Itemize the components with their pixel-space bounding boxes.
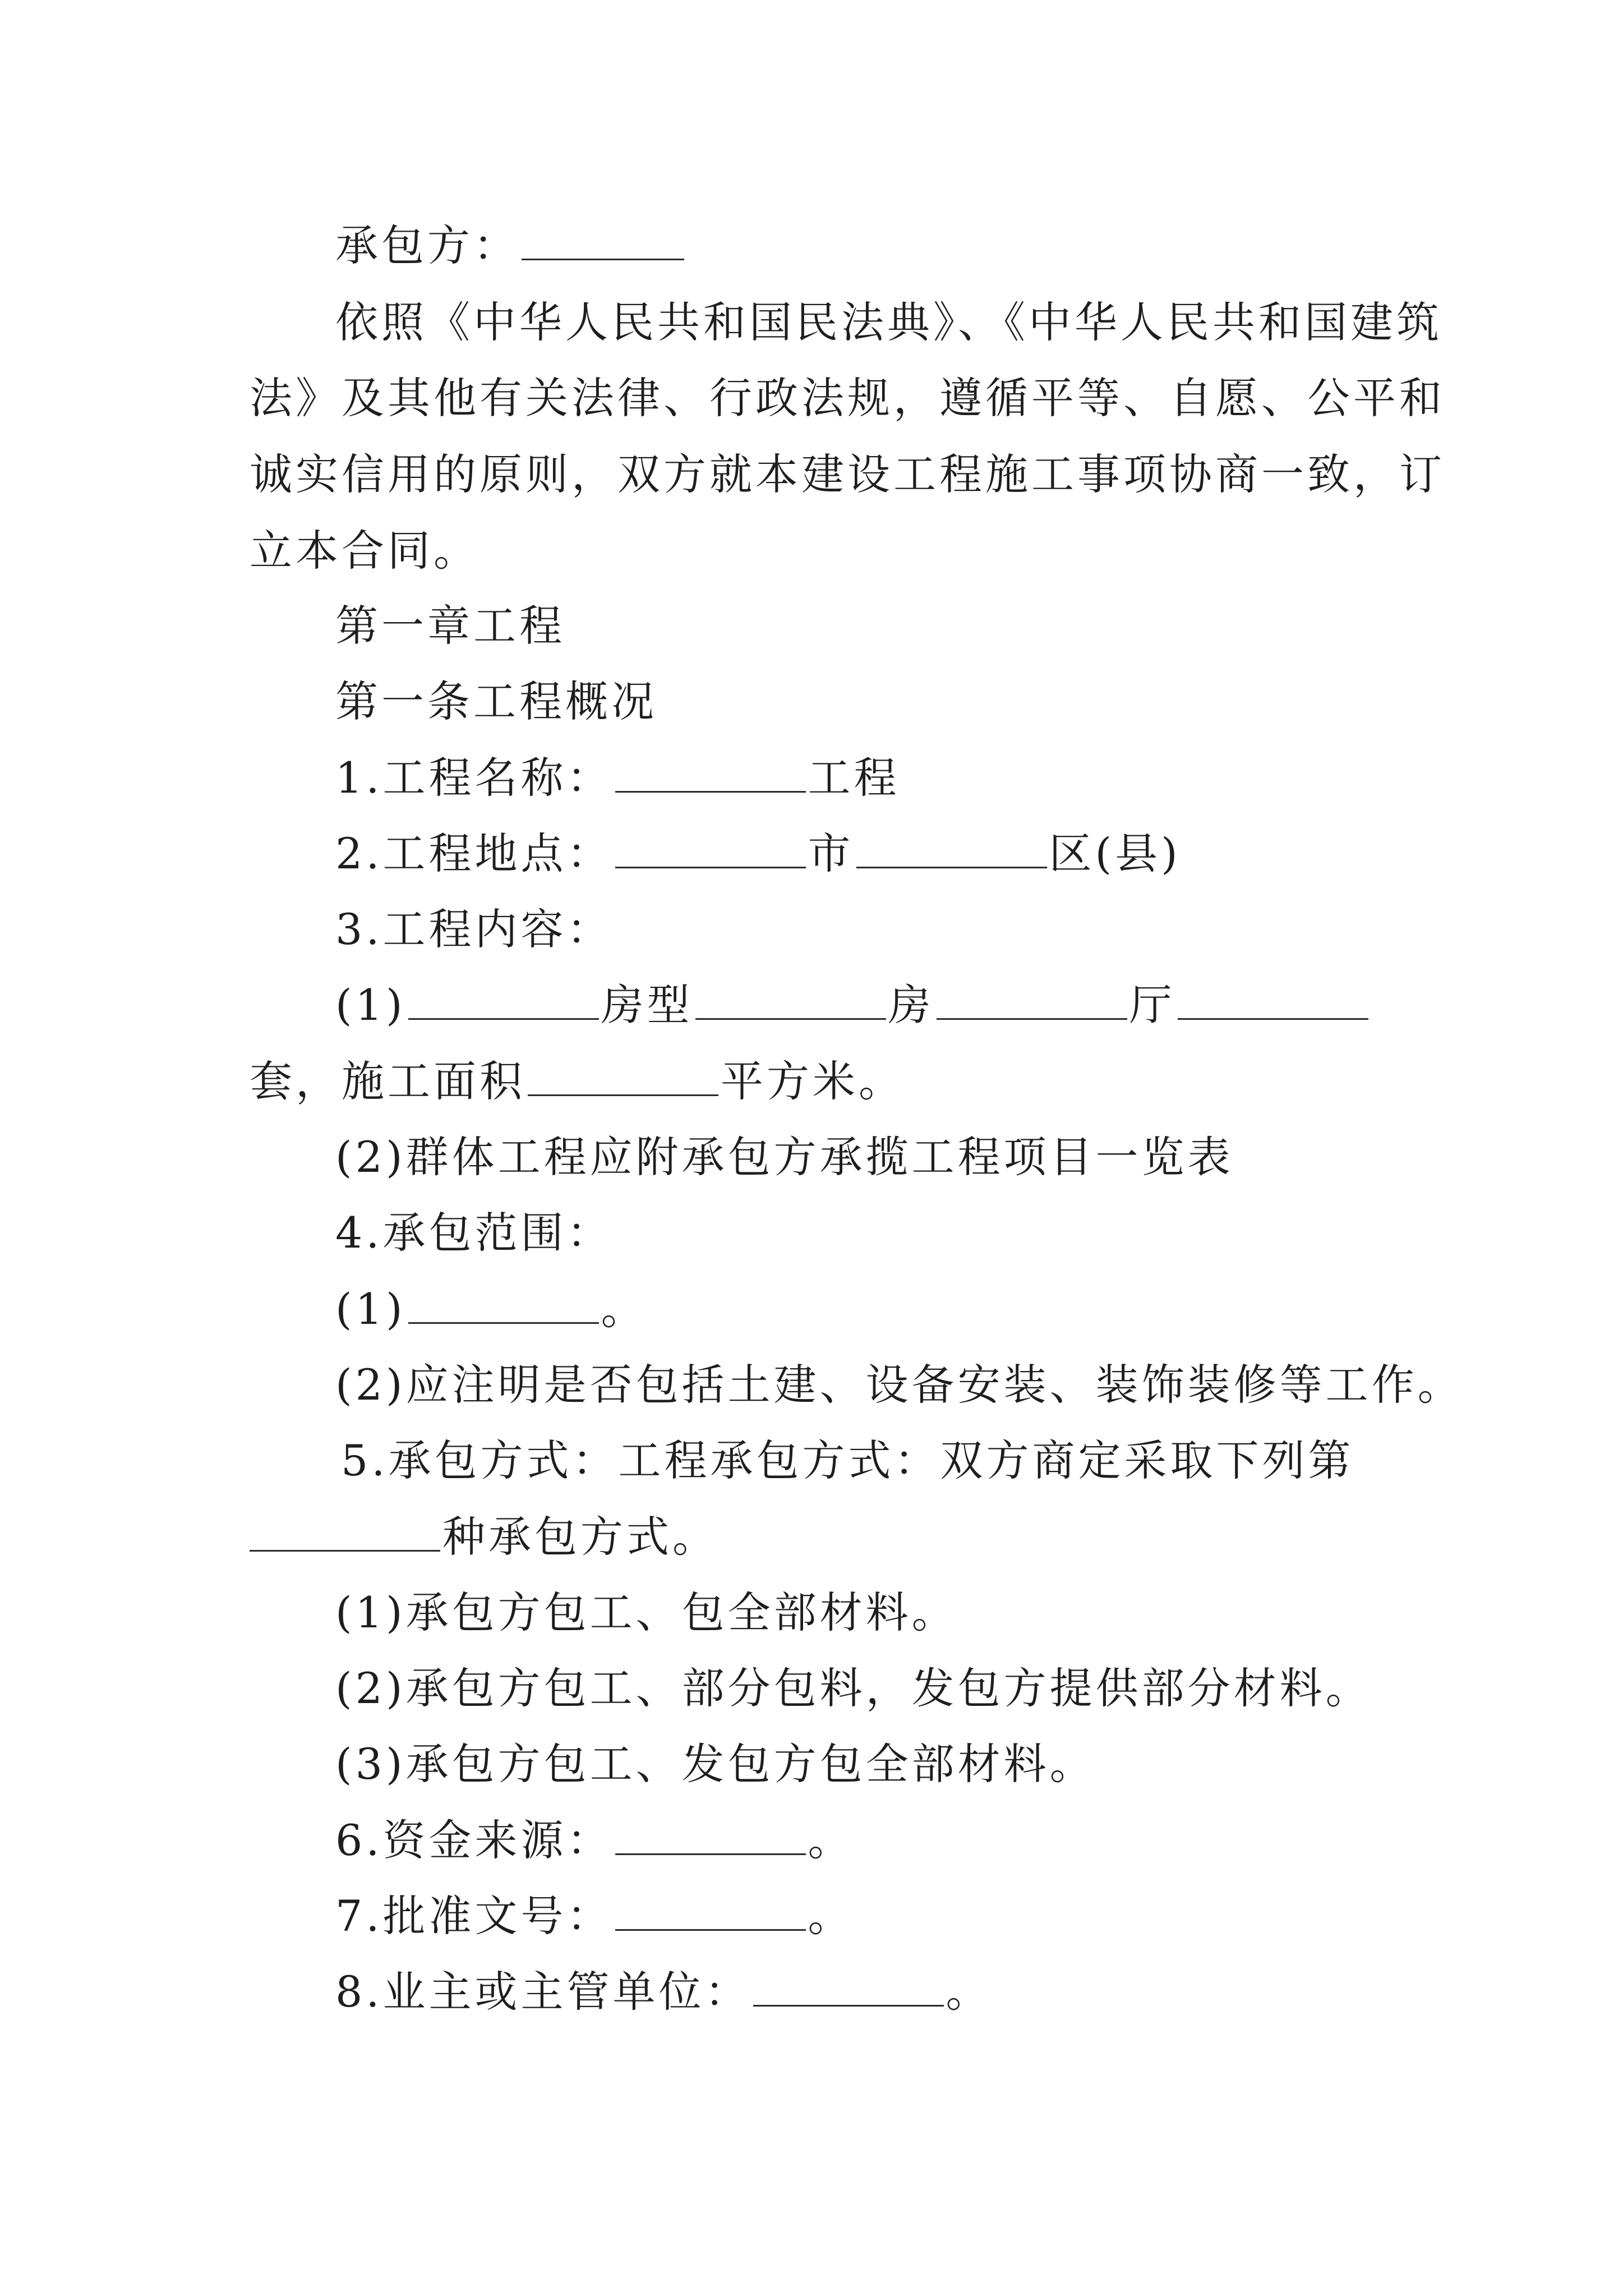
item-6-end: 。: [808, 1815, 854, 1865]
item-5-option-1: (1)承包方包工、包全部材料。: [335, 1588, 958, 1637]
article-heading: 第一条工程概况: [335, 677, 657, 726]
item-8-line: [335, 1967, 992, 2021]
item-3-label: 3.工程内容：: [335, 904, 613, 954]
project-name-blank: [615, 758, 806, 793]
intro-line-2: 法》及其他有关法律、行政法规，遵循平等、自愿、公平和: [250, 373, 1445, 423]
contractor-label: 承包方：: [335, 220, 519, 270]
item-4-1-end: 。: [601, 1284, 647, 1334]
item-3-1b-line: [250, 1056, 905, 1111]
area-blank: [528, 1062, 718, 1096]
item-3-1-line: [335, 980, 1371, 1034]
intro-line-3: 诚实信用的原则，双方就本建设工程施工事项协商一致，订: [250, 449, 1445, 499]
item-5-line-2: [250, 1512, 718, 1566]
item-1-line: [335, 753, 900, 807]
item-5-option-3: (3)承包方包工、发包方包全部材料。: [335, 1739, 1096, 1789]
item-8-label: 8.业主或主管单位：: [335, 1967, 751, 2017]
item-2-line: [335, 829, 1181, 883]
item-4-1-line: [335, 1284, 647, 1338]
method-blank: [250, 1517, 440, 1552]
funding-blank: [615, 1821, 806, 1855]
item-6-label: 6.资金来源：: [335, 1815, 613, 1865]
item-3-1b-unit: 平方米。: [721, 1056, 905, 1106]
contractor-blank: [522, 226, 684, 260]
district-blank: [856, 834, 1047, 868]
room-blank: [695, 986, 886, 1020]
item-7-label: 7.批准文号：: [335, 1891, 613, 1941]
set-blank: [1178, 986, 1368, 1020]
item-3-1-prefix: (1): [335, 980, 406, 1030]
item-7-end: 。: [808, 1891, 854, 1941]
item-3-1-type: 房型: [601, 980, 693, 1030]
item-4-label: 4.承包范围：: [335, 1208, 613, 1258]
approval-blank: [615, 1897, 806, 1931]
scope-blank: [408, 1290, 599, 1324]
city-blank: [615, 834, 806, 868]
item-5-line-2-text: 种承包方式。: [442, 1512, 718, 1562]
intro-line-4: 立本合同。: [250, 526, 479, 576]
item-2-label: 2.工程地点：: [335, 829, 613, 878]
owner-blank: [753, 1972, 944, 2007]
item-3-2-line: (2)群体工程应附承包方承揽工程项目一览表: [335, 1132, 1234, 1182]
intro-line-1: 依照《中华人民共和国民法典》、《中华人民共和国建筑: [335, 297, 1442, 347]
item-1-label: 1.工程名称：: [335, 753, 613, 803]
hall-blank: [937, 986, 1127, 1020]
item-7-line: [335, 1891, 854, 1945]
item-8-end: 。: [946, 1967, 992, 2017]
item-5-line-1: 5.承包方式：工程承包方式：双方商定采取下列第: [341, 1435, 1354, 1485]
item-3-1b-set: 套，施工面积: [250, 1056, 525, 1106]
count-blank: [408, 986, 599, 1020]
item-2-district: 区(县): [1049, 829, 1181, 878]
contractor-line: [335, 220, 686, 275]
item-2-city: 市: [808, 829, 854, 878]
item-4-1-prefix: (1): [335, 1284, 406, 1334]
item-4-2-line: (2)应注明是否包括土建、设备安装、装饰装修等工作。: [335, 1360, 1464, 1410]
chapter-heading: 第一章工程: [335, 601, 565, 651]
item-1-suffix: 工程: [808, 753, 900, 803]
item-3-1-room: 房: [888, 980, 934, 1030]
item-3-1-hall: 厅: [1129, 980, 1175, 1030]
item-6-line: [335, 1815, 854, 1870]
item-5-option-2: (2)承包方包工、部分包料，发包方提供部分材料。: [335, 1663, 1372, 1713]
